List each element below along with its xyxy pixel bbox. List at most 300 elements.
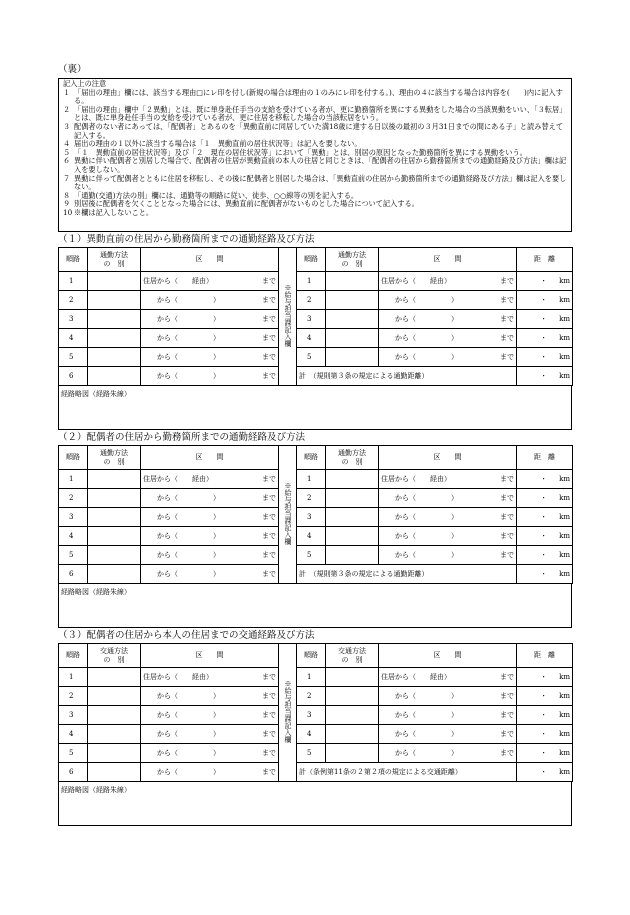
- section-interval-cell[interactable]: [141, 291, 279, 310]
- interval-made: まで: [262, 372, 276, 380]
- distance-dot: ・: [540, 296, 548, 304]
- interval-made: まで: [500, 475, 514, 483]
- col-header-method: [326, 446, 379, 470]
- distance-dot: ・: [540, 692, 548, 700]
- col-header-kukan: 区 間: [141, 644, 279, 668]
- route-order: 1: [59, 272, 88, 291]
- route-method-input-right[interactable]: [326, 744, 379, 763]
- route-method-input-right[interactable]: [326, 706, 379, 725]
- distance-dot: ・: [540, 730, 548, 738]
- route-order-right: 5: [297, 348, 326, 367]
- section-interval-cell[interactable]: [379, 744, 517, 763]
- route-row: [59, 508, 573, 527]
- route-order: 3: [59, 706, 88, 725]
- section-interval-cell[interactable]: [141, 668, 279, 687]
- distance-unit: km: [559, 768, 570, 776]
- distance-input[interactable]: [517, 687, 573, 706]
- section-interval-cell[interactable]: [141, 565, 279, 584]
- interval-made: まで: [500, 551, 514, 559]
- route-method-input[interactable]: [88, 367, 141, 386]
- instruction-text: 「届出の理由」欄には、該当する理由□にレ印を付し(新規の場合は理由の１のみにレ印を付する。)、理由の４に該当する場合は内容を( )内に記入する。: [74, 87, 563, 106]
- section-interval-cell[interactable]: [379, 706, 517, 725]
- section-interval-cell[interactable]: [141, 744, 279, 763]
- route-section: [58, 629, 572, 826]
- interval-from: から（ ）: [157, 296, 220, 304]
- section-interval-cell[interactable]: [379, 668, 517, 687]
- route-row: [59, 272, 573, 291]
- payroll-office-column: [279, 446, 297, 584]
- instruction-text: 別居後に配偶者を欠くこととなった場合には、異動直前に配偶者がないものとした場合について記入する。: [74, 199, 419, 209]
- interval-from: から（ ）: [157, 372, 220, 380]
- interval-made: まで: [500, 711, 514, 719]
- section-interval: [143, 493, 276, 503]
- route-order-right: 3: [297, 706, 326, 725]
- interval-from: から（ ）: [157, 749, 220, 757]
- interval-from: から（ ）: [395, 513, 458, 521]
- interval-made: まで: [262, 749, 276, 757]
- distance-input[interactable]: [517, 763, 573, 782]
- interval-from: から（ ）: [157, 532, 220, 540]
- section-interval: [381, 295, 514, 305]
- route-order-right: 1: [297, 272, 326, 291]
- distance-unit: km: [559, 532, 570, 540]
- distance-input[interactable]: [517, 470, 573, 489]
- col-header-junro: 順路: [59, 446, 88, 470]
- distance-unit: km: [559, 692, 570, 700]
- route-order-right: 1: [297, 470, 326, 489]
- section-interval-cell[interactable]: [141, 489, 279, 508]
- interval-made: まで: [500, 513, 514, 521]
- col-header-method-line1: 交通方法: [338, 646, 366, 655]
- interval-made: まで: [262, 353, 276, 361]
- interval-made: まで: [500, 532, 514, 540]
- distance-input[interactable]: [517, 348, 573, 367]
- table-header-row: [59, 446, 573, 470]
- section-interval: [143, 569, 276, 579]
- route-section: [58, 233, 572, 430]
- col-header-method-line1: 通勤方法: [338, 250, 366, 259]
- instruction-text: 配偶者のない者にあっては、「配偶者」とあるのを「異動直前に同居していた満18歳に達する日以後の最初の３月31日までの間にある子」と読み替えて記入する。: [74, 121, 564, 140]
- section-interval: [143, 729, 276, 739]
- route-order: 4: [59, 527, 88, 546]
- route-order: 5: [59, 744, 88, 763]
- section-interval: [381, 691, 514, 701]
- distance-input[interactable]: [517, 489, 573, 508]
- total-distance-label: 計 （規則第３条の規定による通勤距離）: [297, 565, 517, 584]
- interval-made: まで: [262, 315, 276, 323]
- route-row: [59, 725, 573, 744]
- route-method-input[interactable]: [88, 348, 141, 367]
- instruction-text: 届出の理由の１以外に該当する場合は「１ 異動直前の居住状況等」は記入を要しない。: [74, 139, 362, 149]
- col-header-kukan: 区 間: [141, 248, 279, 272]
- section-interval: [381, 729, 514, 739]
- distance-input[interactable]: [517, 546, 573, 565]
- section-interval-cell[interactable]: [141, 687, 279, 706]
- route-row: [59, 367, 573, 386]
- interval-from: から（ ）: [395, 749, 458, 757]
- instruction-item: [63, 157, 568, 174]
- section-interval: [381, 672, 514, 682]
- section-interval: [143, 550, 276, 560]
- route-order-right: 2: [297, 291, 326, 310]
- section-interval-cell[interactable]: [379, 329, 517, 348]
- interval-from: から（ ）: [157, 353, 220, 361]
- section-interval-cell[interactable]: [379, 527, 517, 546]
- route-map-area[interactable]: [58, 386, 572, 430]
- route-order: 4: [59, 725, 88, 744]
- section-interval: [381, 710, 514, 720]
- route-order: 2: [59, 489, 88, 508]
- section-interval: [143, 314, 276, 324]
- interval-from: 住居から（ 経由）: [143, 673, 213, 681]
- distance-unit: km: [559, 296, 570, 304]
- distance-input[interactable]: [517, 310, 573, 329]
- section-interval: [143, 531, 276, 541]
- route-method-input[interactable]: [88, 329, 141, 348]
- route-method-input-right[interactable]: [326, 329, 379, 348]
- route-row: [59, 706, 573, 725]
- section-interval-cell[interactable]: [141, 367, 279, 386]
- interval-from: 住居から（ 経由）: [143, 475, 213, 483]
- distance-unit: km: [559, 513, 570, 521]
- interval-from: から（ ）: [395, 334, 458, 342]
- distance-dot: ・: [540, 673, 548, 681]
- route-order: 6: [59, 367, 88, 386]
- distance-unit: km: [559, 570, 570, 578]
- col-header-kukan: 区 間: [141, 446, 279, 470]
- distance-input[interactable]: [517, 329, 573, 348]
- distance-input[interactable]: [517, 527, 573, 546]
- route-row: [59, 763, 573, 782]
- section-interval-cell[interactable]: [379, 687, 517, 706]
- col-header-method-line2: の 別: [341, 457, 363, 466]
- col-header-method-line2: の 別: [341, 259, 363, 268]
- distance-dot: ・: [540, 749, 548, 757]
- route-order: 4: [59, 329, 88, 348]
- route-row: [59, 310, 573, 329]
- section-interval-cell[interactable]: [379, 272, 517, 291]
- distance-input[interactable]: [517, 291, 573, 310]
- distance-unit: km: [559, 353, 570, 361]
- instructions-heading: 記入上の注意: [63, 79, 107, 88]
- col-header-junro: 順路: [59, 248, 88, 272]
- section-interval-cell[interactable]: [141, 527, 279, 546]
- col-header-junro: 順路: [297, 248, 326, 272]
- total-distance-label: 計（条例第11条の２第２項の規定による交通距離）: [297, 763, 517, 782]
- section-interval: [143, 295, 276, 305]
- payroll-office-column: [279, 248, 297, 386]
- interval-made: まで: [500, 730, 514, 738]
- route-order: 5: [59, 348, 88, 367]
- instructions-box: [58, 78, 572, 232]
- route-method-input[interactable]: [88, 706, 141, 725]
- interval-made: まで: [262, 277, 276, 285]
- distance-unit: km: [559, 551, 570, 559]
- route-method-input[interactable]: [88, 565, 141, 584]
- distance-dot: ・: [540, 570, 548, 578]
- interval-from: から（ ）: [157, 334, 220, 342]
- route-order-right: 4: [297, 725, 326, 744]
- section-interval-cell[interactable]: [141, 508, 279, 527]
- interval-made: まで: [500, 334, 514, 342]
- interval-made: まで: [500, 673, 514, 681]
- distance-dot: ・: [540, 551, 548, 559]
- section-interval: [143, 710, 276, 720]
- route-method-input-right[interactable]: [326, 687, 379, 706]
- section-interval: [381, 512, 514, 522]
- col-header-junro: 順路: [59, 644, 88, 668]
- distance-dot: ・: [540, 494, 548, 502]
- section-interval-cell[interactable]: [141, 706, 279, 725]
- route-order-right: 2: [297, 687, 326, 706]
- instruction-number: １: [63, 87, 71, 97]
- payroll-office-note: ※給与担当課記入欄: [284, 481, 292, 545]
- route-map-label: 経路略図（経路朱線）: [61, 588, 131, 596]
- instruction-text: 異動に伴って配偶者とともに住居を移転し、その後に配偶者と別居した場合は、「異動直前の住居から勤務箇所までの通勤経路及び方法」欄は記入を要しない。: [74, 173, 567, 192]
- route-map-area[interactable]: [58, 782, 572, 826]
- route-row: [59, 565, 573, 584]
- interval-made: まで: [500, 494, 514, 502]
- distance-unit: km: [559, 711, 570, 719]
- section-interval: [381, 314, 514, 324]
- route-method-input[interactable]: [88, 687, 141, 706]
- route-method-input[interactable]: [88, 310, 141, 329]
- instruction-number: ３: [63, 121, 71, 131]
- distance-input[interactable]: [517, 706, 573, 725]
- route-map-label: 経路略図（経路朱線）: [61, 390, 131, 398]
- route-order-right: 4: [297, 527, 326, 546]
- col-header-junro: 順路: [297, 644, 326, 668]
- col-header-method-line2: の 別: [103, 259, 125, 268]
- interval-from: から（ ）: [395, 353, 458, 361]
- col-header-method-line2: の 別: [103, 457, 125, 466]
- section-interval: [143, 672, 276, 682]
- distance-unit: km: [559, 730, 570, 738]
- interval-from: 住居から（ 経由）: [143, 277, 213, 285]
- col-header-method: [326, 644, 379, 668]
- section-interval-cell[interactable]: [141, 763, 279, 782]
- interval-made: まで: [262, 551, 276, 559]
- section-interval-cell[interactable]: [379, 489, 517, 508]
- col-header-kyori: 距 離: [517, 446, 573, 470]
- section-interval-cell[interactable]: [141, 725, 279, 744]
- interval-from: から（ ）: [157, 692, 220, 700]
- distance-input[interactable]: [517, 668, 573, 687]
- distance-input[interactable]: [517, 744, 573, 763]
- distance-dot: ・: [540, 372, 548, 380]
- form-back-page: [58, 64, 572, 826]
- section-interval-cell[interactable]: [379, 470, 517, 489]
- route-row: [59, 348, 573, 367]
- payroll-office-note: ※給与担当課記入欄: [284, 283, 292, 347]
- section-interval: [143, 276, 276, 286]
- route-method-input[interactable]: [88, 527, 141, 546]
- distance-unit: km: [559, 494, 570, 502]
- section-interval-cell[interactable]: [379, 725, 517, 744]
- section-title: （１）異動直前の住居から勤務箇所までの通勤経路及び方法: [58, 234, 315, 245]
- route-method-input[interactable]: [88, 508, 141, 527]
- route-row: [59, 329, 573, 348]
- page-label: （裏）: [58, 64, 87, 75]
- instruction-item: [63, 106, 568, 123]
- interval-made: まで: [262, 673, 276, 681]
- distance-input[interactable]: [517, 272, 573, 291]
- route-order: 2: [59, 687, 88, 706]
- interval-made: まで: [500, 296, 514, 304]
- interval-made: まで: [262, 513, 276, 521]
- route-order-right: 3: [297, 310, 326, 329]
- col-header-method-line1: 通勤方法: [100, 250, 128, 259]
- table-header-row: [59, 644, 573, 668]
- distance-unit: km: [559, 315, 570, 323]
- distance-input[interactable]: [517, 725, 573, 744]
- route-order: 3: [59, 310, 88, 329]
- route-order: 5: [59, 546, 88, 565]
- route-method-input[interactable]: [88, 291, 141, 310]
- route-order: 2: [59, 291, 88, 310]
- route-method-input[interactable]: [88, 489, 141, 508]
- route-order-right: 1: [297, 668, 326, 687]
- route-method-input-right[interactable]: [326, 725, 379, 744]
- instruction-number: ５: [63, 147, 71, 157]
- section-interval-cell[interactable]: [379, 310, 517, 329]
- instruction-text: 「通勤(交通)方法の別」欄には、通勤等の順路に従い、徒歩、○○線等の別を記入する。: [74, 190, 359, 200]
- route-method-input[interactable]: [88, 668, 141, 687]
- section-interval-cell[interactable]: [141, 272, 279, 291]
- route-method-input-right[interactable]: [326, 272, 379, 291]
- interval-made: まで: [262, 334, 276, 342]
- col-header-method-line2: の 別: [341, 655, 363, 664]
- section-interval-cell[interactable]: [379, 348, 517, 367]
- route-row: [59, 527, 573, 546]
- interval-made: まで: [500, 353, 514, 361]
- route-method-input-right[interactable]: [326, 546, 379, 565]
- col-header-junro: 順路: [297, 446, 326, 470]
- route-row: [59, 489, 573, 508]
- interval-made: まで: [262, 475, 276, 483]
- route-method-input-right[interactable]: [326, 291, 379, 310]
- interval-made: まで: [500, 277, 514, 285]
- route-method-input[interactable]: [88, 546, 141, 565]
- interval-from: から（ ）: [395, 494, 458, 502]
- interval-from: 住居から（ 経由）: [381, 673, 451, 681]
- route-method-input-right[interactable]: [326, 470, 379, 489]
- interval-from: から（ ）: [157, 730, 220, 738]
- section-interval: [143, 512, 276, 522]
- route-method-input-right[interactable]: [326, 348, 379, 367]
- col-header-method-line1: 通勤方法: [100, 448, 128, 457]
- interval-made: まで: [500, 692, 514, 700]
- interval-from: 住居から（ 経由）: [381, 277, 451, 285]
- route-map-area[interactable]: [58, 584, 572, 628]
- payroll-office-column: [279, 644, 297, 782]
- section-interval: [381, 276, 514, 286]
- section-interval-cell[interactable]: [379, 546, 517, 565]
- section-interval-cell[interactable]: [141, 546, 279, 565]
- interval-from: から（ ）: [395, 711, 458, 719]
- instruction-text: ※欄は記入しないこと。: [74, 207, 154, 217]
- section-interval-cell[interactable]: [141, 348, 279, 367]
- interval-made: まで: [500, 749, 514, 757]
- route-order-right: 2: [297, 489, 326, 508]
- section-interval-cell[interactable]: [141, 329, 279, 348]
- section-interval: [381, 550, 514, 560]
- route-method-input-right[interactable]: [326, 527, 379, 546]
- distance-dot: ・: [540, 353, 548, 361]
- route-order-right: 3: [297, 508, 326, 527]
- interval-from: 住居から（ 経由）: [381, 475, 451, 483]
- instruction-text: 「届出の理由」欄中「２異動」とは、既に単身赴任手当の支給を受けている者が、更に勤務箇所を異にする異動をした場合の当該異動をいい、「３転居」とは、既に単身赴任手当の支給を受けている者が、更に住居を移転した場合の当該転居をいう。: [74, 104, 567, 123]
- interval-from: から（ ）: [395, 532, 458, 540]
- route-table: [58, 445, 573, 584]
- distance-input[interactable]: [517, 508, 573, 527]
- interval-made: まで: [262, 768, 276, 776]
- instruction-text: 異動に伴い配偶者と別居した場合で、配偶者の住居が異動直前の本人の住居と同じときは、「配偶者の住居から勤務箇所までの通勤経路及び方法」欄は記入を要しない。: [74, 156, 567, 174]
- route-method-input[interactable]: [88, 763, 141, 782]
- distance-dot: ・: [540, 711, 548, 719]
- route-method-input-right[interactable]: [326, 310, 379, 329]
- interval-made: まで: [262, 730, 276, 738]
- interval-from: から（ ）: [157, 494, 220, 502]
- route-method-input-right[interactable]: [326, 668, 379, 687]
- distance-unit: km: [559, 475, 570, 483]
- route-row: [59, 546, 573, 565]
- interval-from: から（ ）: [157, 315, 220, 323]
- route-order: 1: [59, 668, 88, 687]
- route-section: [58, 431, 572, 628]
- route-method-input-right[interactable]: [326, 489, 379, 508]
- route-method-input[interactable]: [88, 272, 141, 291]
- table-header-row: [59, 248, 573, 272]
- route-order: 1: [59, 470, 88, 489]
- instruction-item: [63, 175, 568, 192]
- route-order-right: 5: [297, 546, 326, 565]
- distance-unit: km: [559, 277, 570, 285]
- distance-dot: ・: [540, 768, 548, 776]
- section-interval: [143, 474, 276, 484]
- instruction-number: ７: [63, 173, 71, 183]
- route-table: [58, 643, 573, 782]
- col-header-method: [326, 248, 379, 272]
- instruction-item: [63, 209, 568, 218]
- route-method-input[interactable]: [88, 725, 141, 744]
- section-interval: [381, 352, 514, 362]
- interval-made: まで: [262, 692, 276, 700]
- interval-from: から（ ）: [157, 513, 220, 521]
- route-method-input[interactable]: [88, 470, 141, 489]
- route-method-input-right[interactable]: [326, 508, 379, 527]
- section-interval-cell[interactable]: [379, 508, 517, 527]
- distance-input[interactable]: [517, 367, 573, 386]
- section-interval: [381, 333, 514, 343]
- section-interval-cell[interactable]: [141, 310, 279, 329]
- section-interval-cell[interactable]: [141, 470, 279, 489]
- col-header-method-line2: の 別: [103, 655, 125, 664]
- interval-from: から（ ）: [157, 570, 220, 578]
- distance-unit: km: [559, 372, 570, 380]
- route-method-input[interactable]: [88, 744, 141, 763]
- interval-from: から（ ）: [157, 711, 220, 719]
- section-interval-cell[interactable]: [379, 291, 517, 310]
- interval-made: まで: [262, 532, 276, 540]
- distance-unit: km: [559, 749, 570, 757]
- col-header-method: [88, 446, 141, 470]
- distance-input[interactable]: [517, 565, 573, 584]
- section-title: （３）配偶者の住居から本人の住居までの交通経路及び方法: [58, 630, 315, 641]
- payroll-office-note: ※給与担当課記入欄: [284, 679, 292, 743]
- section-interval: [143, 691, 276, 701]
- instruction-number: ６: [63, 156, 71, 166]
